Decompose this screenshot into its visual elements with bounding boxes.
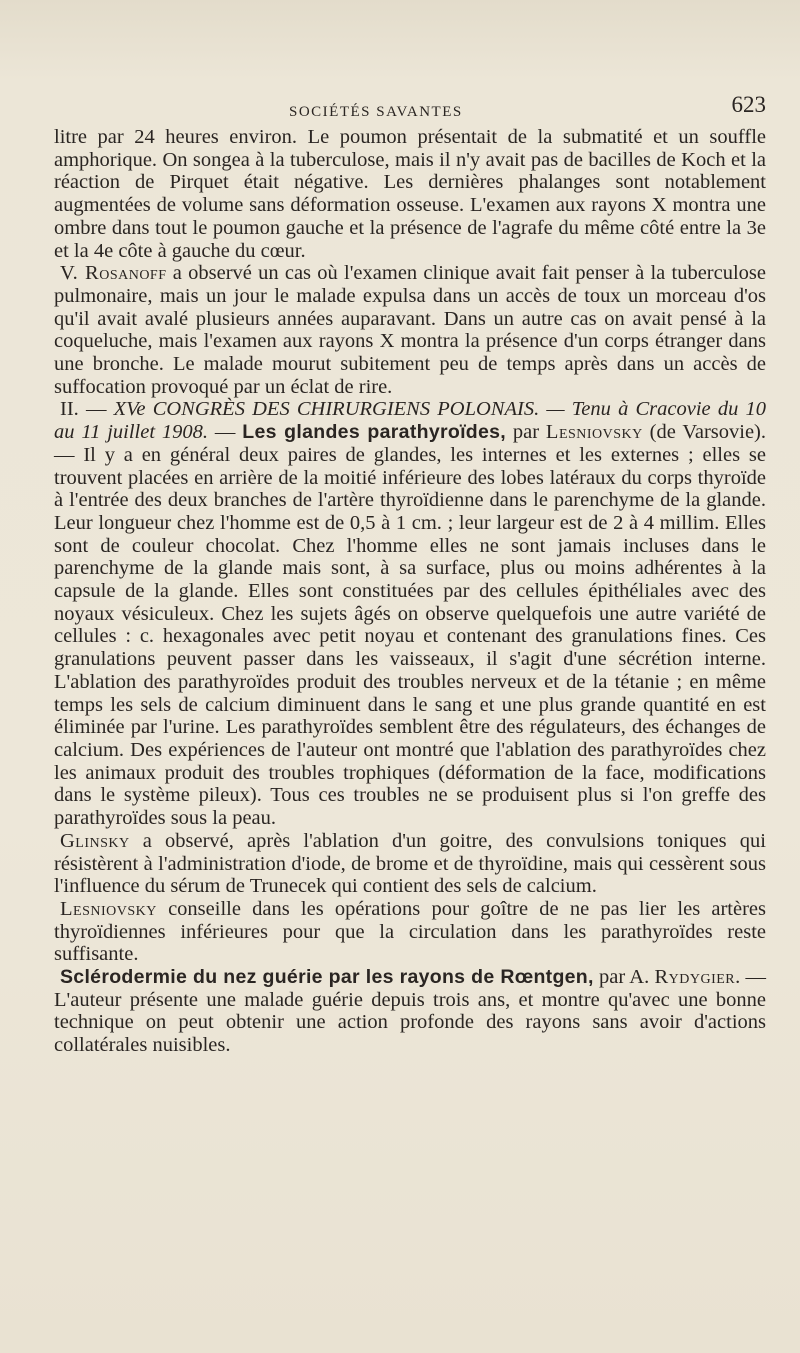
article-title: Sclérodermie du nez guérie par les rayons de Rœntgen, bbox=[60, 966, 594, 989]
congress-title: XVe CONGRÈS DES CHIRURGIENS POLONAIS. — Tenu à Cracovie du 10 au 11 juillet 1908. bbox=[54, 398, 766, 444]
paragraph-text: conseille dans les opérations pour goître de ne pas lier les artères thyroïdiennes inférieures pour que la circulation dans les parathyroïdes reste suffisante. bbox=[54, 897, 766, 966]
author-name: Lesniovsky bbox=[60, 897, 157, 920]
author-name: V. Rosanoff bbox=[60, 262, 167, 285]
paragraph-2 bbox=[54, 262, 766, 398]
paragraph-text: a observé, après l'ablation d'un goitre, des convulsions toniques qui résistèrent à l'administration d'iode, de brome et de thyroïdine, mais qui cessèrent sous l'influence du sérum de Trunecek qui contient des sels de calcium. bbox=[54, 829, 766, 898]
paragraph-text: (de Varsovie). — Il y a en général deux paires de glandes, les internes et les externes ; elles se trouvent placées en arrière de la moitié inférieure des lobes latéraux du corps thyroïde à l'entrée des deux branches de l'artère thyroïdienne dans le parenchyme de la glande. Leur longueur chez l'homme est de 0,5 à 1 cm. ; leur largeur est de 2 à 4 millim. Elles sont de couleur chocolat. Chez l'homme elles ne sont jamais incluses dans le parenchyme de la glande mais sont, à sa surface, plus ou moins adhérentes à la capsule de la glande. Elles sont constituées par des cellules épithéliales avec des noyaux vésiculeux. Chez les sujets âgés on observe quelquefois une autre variété de cellules : c. hexagonales avec petit noyau et contenant des granulations fines. Ces granulations peuvent passer dans les vaisseaux, il s'agit d'une sécrétion interne. L'ablation des parathyroïdes produit des troubles nerveux et de la tétanie ; en même temps les sels de calcium diminuent dans le sang et une plus grande quantité en est éliminée par l'urine. Les parathyroïdes semblent être des régulateurs, des échanges de calcium. Des expériences de l'auteur ont montré que l'ablation des parathyroïdes chez les animaux produit des troubles trophiques (déformation de la face, modifications dans le système pileux). Tous ces troubles ne se produisent plus si l'on greffe des parathyroïdes sous la peau. bbox=[54, 421, 766, 830]
par-word: par A. bbox=[593, 966, 655, 989]
paragraph-4 bbox=[54, 830, 766, 898]
author-name: Rydygier bbox=[654, 966, 736, 989]
paragraph-6 bbox=[54, 966, 766, 1057]
par-word: par bbox=[506, 421, 546, 444]
page-header bbox=[54, 86, 766, 126]
paragraph-5 bbox=[54, 898, 766, 966]
author-name: Lesniovsky bbox=[545, 421, 643, 444]
paragraph-3 bbox=[54, 398, 766, 829]
body-text bbox=[54, 126, 766, 1057]
paragraph-text: a observé un cas où l'examen clinique avait fait penser à la tuberculose pulmonaire, mais un jour le malade expulsa dans un accès de toux un morceau d'os qu'il avait avalé plusieurs années auparavant. Dans un autre cas on avait pensé à la coqueluche, mais l'examen aux rayons X montra la présence d'un corps étranger dans une bronche. Le malade mourut subitement peu de temps après dans un accès de suffocation provoqué par un éclat de rire. bbox=[54, 262, 766, 398]
section-number: II. — bbox=[60, 398, 114, 421]
paragraph-1: litre par 24 heures environ. Le poumon présentait de la submatité et un souffle amphorique. On songea à la tuberculose, mais il n'y avait pas de bacilles de Koch et la réaction de Pirquet était négative. Les dernières phalanges sont notablement augmentées de volume sans déformation osseuse. L'examen aux rayons X montra une ombre dans tout le poumon gauche et la présence de l'agrafe du même côté entre la 3e et la 4e côte à gauche du cœur. bbox=[54, 126, 766, 262]
paragraph-text: . — L'auteur présente une malade guérie depuis trois ans, et montre qu'avec une bonne technique on peut obtenir une action profonde des rayons sans avoir d'actions collatérales nuisibles. bbox=[54, 966, 766, 1057]
running-head: SOCIÉTÉS SAVANTES bbox=[289, 104, 463, 120]
dash: — bbox=[208, 421, 243, 444]
article-title: Les glandes parathyroïdes, bbox=[242, 421, 507, 444]
author-name: Glinsky bbox=[60, 829, 130, 852]
page-number: 623 bbox=[731, 92, 766, 117]
